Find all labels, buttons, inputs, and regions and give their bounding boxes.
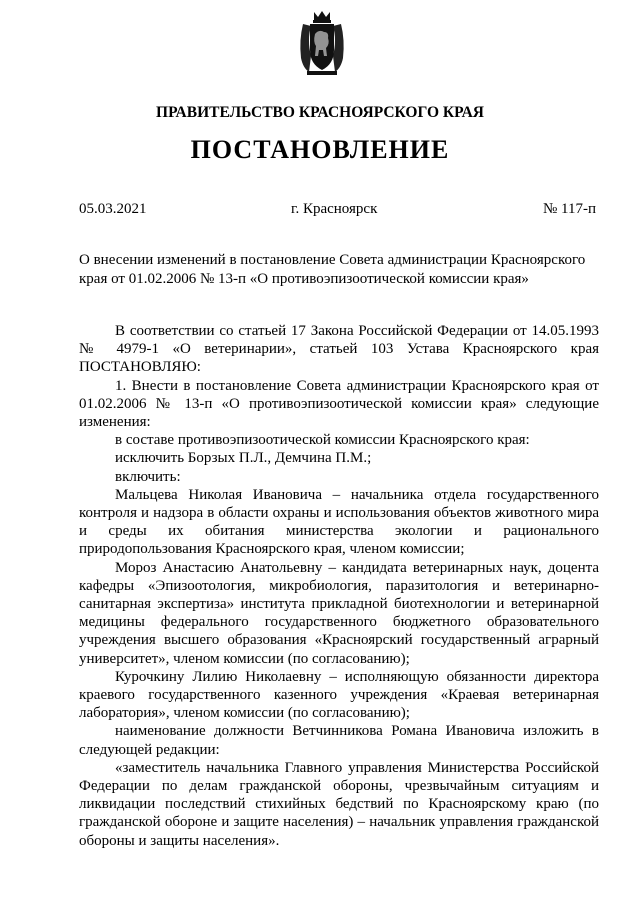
document-city: г. Красноярск <box>291 201 378 217</box>
document-body <box>79 322 599 850</box>
coat-of-arms-icon <box>297 10 347 76</box>
paragraph-exclude: исключить Борзых П.Л., Демчина П.М.; <box>115 450 372 467</box>
paragraph-member-maltsev: Мальцева Николая Ивановича – начальника отдела государственного контроля и надзора в области охраны и использования объектов животного мира и среды их обитания министерства экологии и рационального природопользования Красноярского края, членом комиссии; <box>79 486 599 558</box>
document-type-title: ПОСТАНОВЛЕНИЕ <box>190 135 450 164</box>
paragraph-preamble: В соответствии со статьей 17 Закона Российской Федерации от 14.05.1993 № 4979-1 «О ветеринарии», статьей 103 Устава Красноярского края ПОСТАНОВЛЯЮ: <box>79 323 599 376</box>
paragraph-position-change: наименование должности Ветчинникова Романа Ивановича изложить в следующей редакции: <box>79 723 599 758</box>
government-title: ПРАВИТЕЛЬСТВО КРАСНОЯРСКОГО КРАЯ <box>156 104 484 121</box>
document-date: 05.03.2021 <box>79 201 147 217</box>
paragraph-position-text: «заместитель начальника Главного управления Министерства Российской Федерации по делам гражданской обороны, чрезвычайным ситуациям и ликвидации последствий стихийных бедствий по Красноярскому краю (по гражданской обороне и защите населения) – начальник управления гражданской обороны и защиты населения». <box>79 759 599 849</box>
document-number: № 117-п <box>542 201 596 217</box>
paragraph-member-moroz: Мороз Анастасию Анатольевну – кандидата ветеринарных наук, доцента кафедры «Эпизоотология, микробиология, паразитология и ветеринарно-санитарная экспертиза» института прикладной биотехнологии и ветеринарной медицины федерального государственного бюджетного образовательного учреждения высшего образования «Красноярский государственный аграрный университет», членом комиссии (по согласованию); <box>79 559 599 667</box>
paragraph-commission-composition: в составе противоэпизоотической комиссии Красноярского края: <box>115 432 530 449</box>
paragraph-include: включить: <box>115 468 181 485</box>
paragraph-member-kurochkina: Курочкину Лилию Николаевну – исполняющую обязанности директора краевого государственного казенного учреждения «Краевая ветеринарная лаборатория», членом комиссии (по согласованию); <box>79 668 599 722</box>
document-subject: О внесении изменений в постановление Совета администрации Красноярского края от 01.02.2006 № 13-п «О противоэпизоотической комиссии края» <box>79 252 586 287</box>
paragraph-item-1: 1. Внести в постановление Совета администрации Красноярского края от 01.02.2006 № 13-п «О противоэпизоотической комиссии края» следующие изменения: <box>79 377 599 431</box>
document-meta-row <box>79 201 596 221</box>
